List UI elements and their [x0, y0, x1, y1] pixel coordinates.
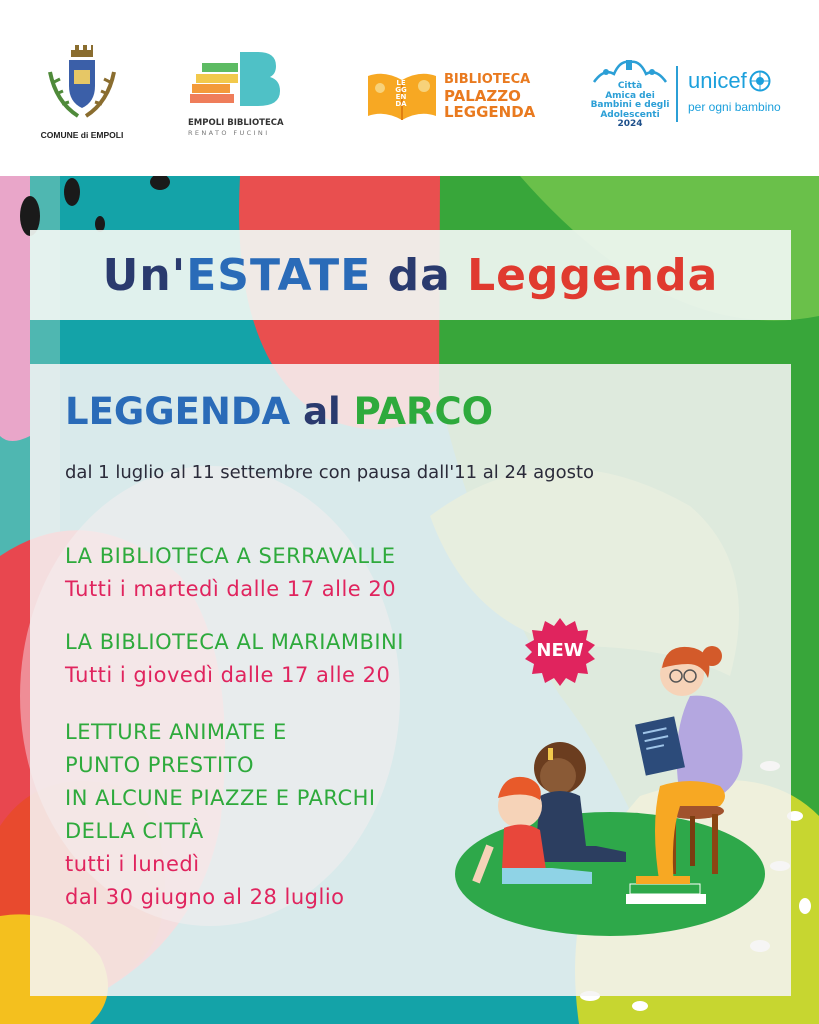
comune-empoli-label: COMUNE di EMPOLI: [40, 130, 124, 140]
renato-fucini-label: RENATO FUCINI: [188, 129, 270, 137]
poster: [0, 176, 819, 1024]
green-rug: [455, 812, 765, 936]
title-banner: [30, 230, 791, 320]
comune-empoli-logo: [40, 42, 124, 142]
event-heading-line: DELLA CITTÀ: [65, 819, 204, 843]
event-heading-line: IN ALCUNE PIAZZE E PARCHI: [65, 786, 376, 810]
logo-divider: [676, 66, 678, 122]
event-schedule: Tutti i martedì dalle 17 alle 20: [65, 577, 397, 601]
new-badge: NEW: [524, 616, 596, 688]
citta-amica-text: Città Amica dei Bambini e degli Adolescenti 2024: [590, 81, 670, 129]
coat-of-arms-icon: [40, 42, 124, 124]
event-heading-line: LETTURE ANIMATE E: [65, 720, 287, 744]
event-heading: LA BIBLIOTECA AL MARIAMBINI: [65, 630, 404, 654]
event-heading: LA BIBLIOTECA A SERRAVALLE: [65, 544, 396, 568]
book-spine-text: LEGGENDA: [395, 79, 407, 108]
event-schedule: Tutti i giovedì dalle 17 alle 20: [65, 663, 391, 687]
date-range: dal 1 luglio al 11 settembre con pausa dall'11 al 24 agosto: [65, 462, 595, 483]
unicef-tagline: per ogni bambino: [688, 100, 781, 114]
event-schedule: dal 30 giugno al 28 luglio: [65, 885, 345, 909]
empoli-biblioteca-logo: [188, 50, 284, 137]
unicef-wordmark: unicef: [688, 68, 747, 93]
unicef-logo: [688, 68, 798, 122]
globe-icon: [749, 70, 771, 92]
palazzo-leggenda-label-1: BIBLIOTECA: [444, 72, 531, 87]
reading-illustration: [450, 636, 790, 966]
palazzo-leggenda-label-3: LEGGENDA: [444, 103, 536, 121]
event-heading-line: PUNTO PRESTITO: [65, 753, 255, 777]
event-mariambini: [65, 626, 404, 692]
palazzo-leggenda-label-2: PALAZZO: [444, 87, 521, 105]
b-letter-icon: [188, 50, 284, 112]
palazzo-leggenda-logo: [366, 70, 542, 122]
event-letture: [65, 716, 376, 914]
event-schedule: tutti i lunedì: [65, 852, 200, 876]
logo-header: [0, 0, 819, 176]
event-serravalle: [65, 540, 396, 606]
event-subtitle: LEGGENDA al PARCO: [65, 390, 494, 433]
citta-amica-logo: [590, 58, 670, 138]
empoli-biblioteca-label: EMPOLI BIBLIOTECA: [188, 118, 284, 128]
poster-title: Un'ESTATE da Leggenda: [102, 249, 719, 301]
